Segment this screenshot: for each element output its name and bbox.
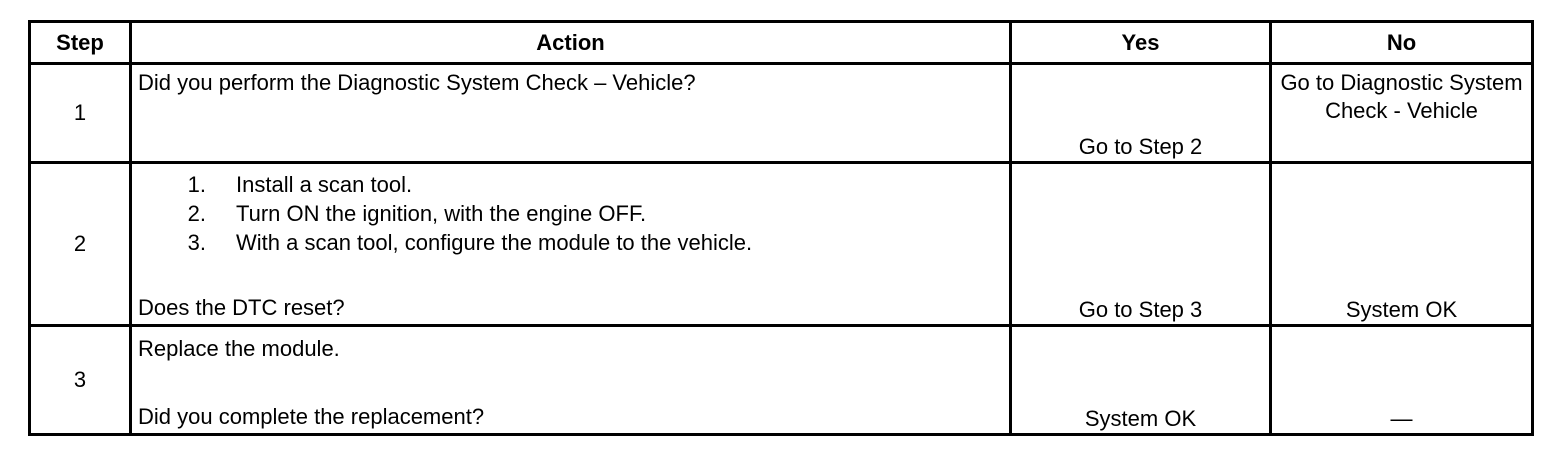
list-item <box>138 199 1003 228</box>
list-item <box>138 170 1003 199</box>
table-row <box>30 64 1533 163</box>
table-row <box>30 326 1533 435</box>
no-result: Go to Diagnostic System Check - Vehicle <box>1271 64 1533 163</box>
header-yes: Yes <box>1011 22 1271 64</box>
no-result: — <box>1271 326 1533 435</box>
action-cell <box>131 326 1011 435</box>
step-number: 2 <box>30 163 131 326</box>
action-question: Did you perform the Diagnostic System Check – Vehicle? <box>138 70 696 95</box>
substep-number: 3. <box>187 230 206 255</box>
substep-list <box>138 170 1003 257</box>
substep-text: Turn ON the ignition, with the engine OFF. <box>236 201 647 226</box>
yes-result: System OK <box>1011 326 1271 435</box>
action-instruction: Replace the module. <box>138 336 340 361</box>
substep-text: Install a scan tool. <box>236 172 413 197</box>
header-step: Step <box>30 22 131 64</box>
header-action: Action <box>131 22 1011 64</box>
yes-result: Go to Step 3 <box>1011 163 1271 326</box>
action-question: Does the DTC reset? <box>138 295 345 320</box>
step-number: 3 <box>30 326 131 435</box>
no-result: System OK <box>1271 163 1533 326</box>
table-header-row <box>30 22 1533 64</box>
step-number: 1 <box>30 64 131 163</box>
yes-result: Go to Step 2 <box>1011 64 1271 163</box>
action-cell <box>131 64 1011 163</box>
substep-text: With a scan tool, configure the module to the vehicle. <box>236 230 753 255</box>
header-no: No <box>1271 22 1533 64</box>
action-cell <box>131 163 1011 326</box>
table-row <box>30 163 1533 326</box>
substep-number: 1. <box>187 172 206 197</box>
diagnostic-table <box>28 20 1534 436</box>
substep-number: 2. <box>187 201 206 226</box>
list-item <box>138 228 1003 257</box>
action-question: Did you complete the replacement? <box>138 404 485 429</box>
